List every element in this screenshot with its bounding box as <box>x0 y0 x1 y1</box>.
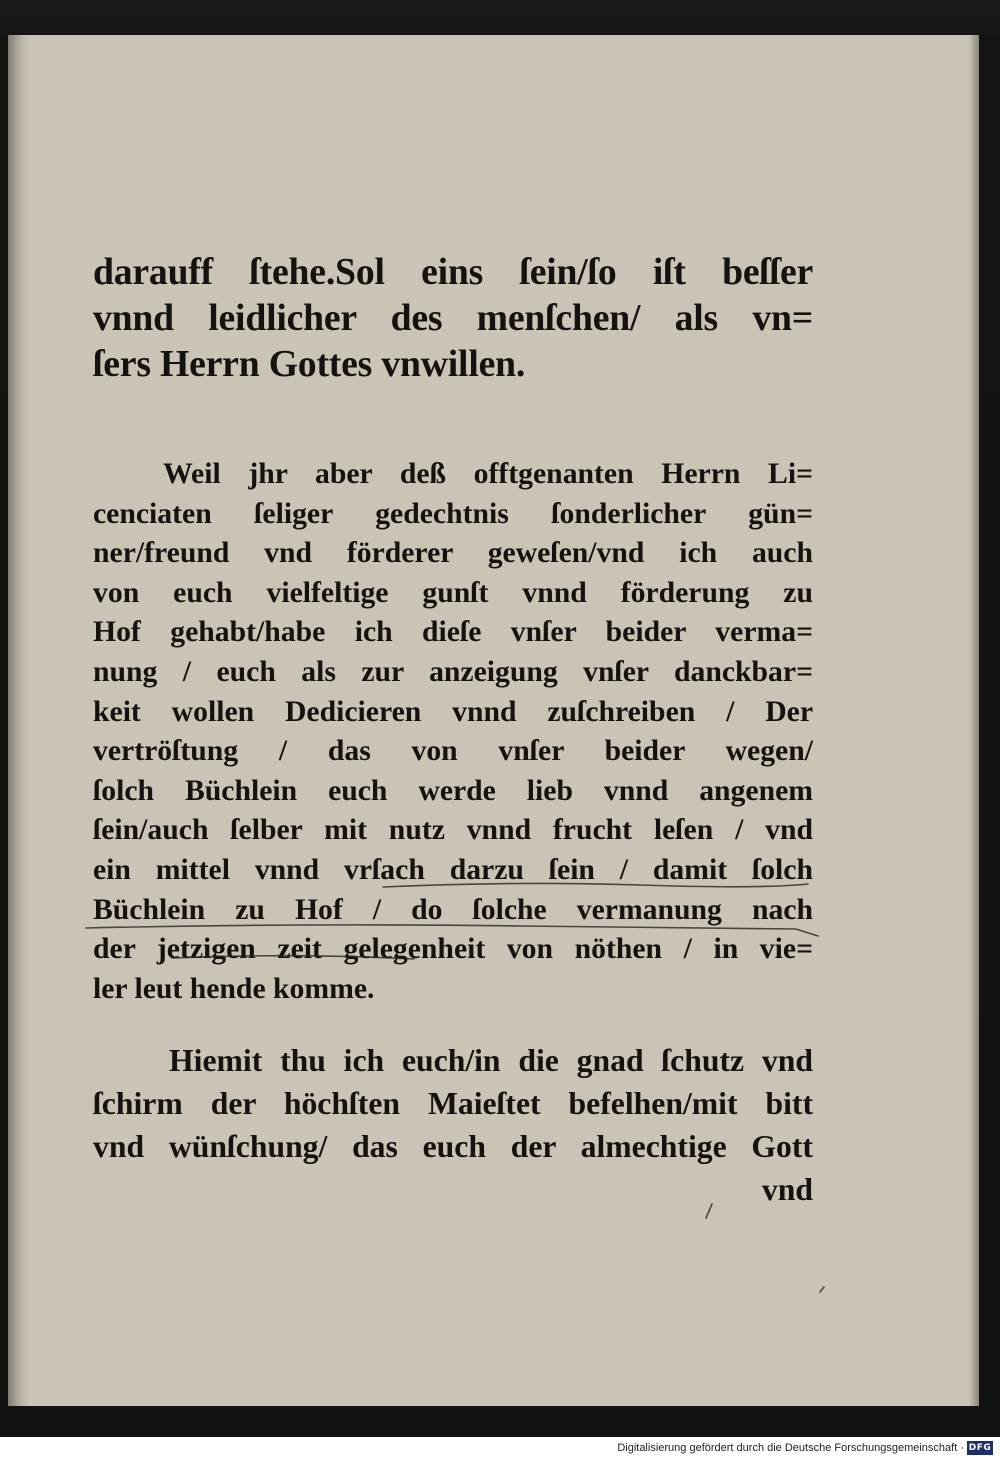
text-line: ſchirm der höchſten Maieſtet befelhen/mit bitt <box>93 1086 813 1121</box>
text-line: von euch vielfeltige gunſt vnnd förderung zu <box>93 576 813 609</box>
funding-notice: Digitalisierung gefördert durch die Deutsche Forschungsgemeinschaft · <box>617 1442 964 1454</box>
text-line: cenciaten ſeliger gedechtnis ſonderlicher gün= <box>93 497 813 530</box>
text-line: ler leut hende komme. <box>93 972 375 1005</box>
text-line: vertröſtung / das von vnſer beider wegen/ <box>93 735 813 768</box>
text-line: ſolch Büchlein euch werde lieb vnnd angenem <box>93 774 813 807</box>
book-page <box>8 35 979 1406</box>
dfg-logo: DFG <box>968 1443 992 1453</box>
paragraph <box>93 1039 813 1211</box>
text-line: darauff ſtehe.Sol eins ſein/ſo iſt beſſer <box>93 251 813 293</box>
text-line: ner/freund vnd förderer geweſen/vnd ich auch <box>93 537 813 570</box>
text-line: Hof gehabt/habe ich dieſe vnſer beider verma= <box>93 616 813 649</box>
text-line: Hiemit thu ich euch/in die gnad ſchutz vnd <box>169 1043 813 1078</box>
footer-bar <box>0 1437 1000 1459</box>
text-line: der jetzigen zeit gelegenheit von nöthen / in vie= <box>93 933 813 966</box>
text-line: Weil jhr aber deß offtgenanten Herrn Li= <box>163 458 813 490</box>
text-line: vnd wünſchung/ das euch der almechtige Gott <box>93 1129 813 1164</box>
paragraph <box>93 455 813 1009</box>
text-line: Büchlein zu Hof / do ſolche vermanung nach <box>93 893 813 926</box>
paragraph <box>93 249 813 387</box>
text-line: ſers Herrn Gottes vnwillen. <box>93 343 526 385</box>
text-line: nung / euch als zur anzeigung vnſer danckbar= <box>93 655 813 688</box>
catchword: vnd <box>761 1172 813 1207</box>
text-line: ſein/auch ſelber mit nutz vnnd frucht leſen / vnd <box>93 814 813 847</box>
text-line: keit wollen Dedicieren vnnd zuſchreiben / Der <box>93 695 813 728</box>
text-line: ein mittel vnnd vrſach darzu ſein / damit ſolch <box>93 853 813 886</box>
text-line: vnnd leidlicher des menſchen/ als vn= <box>93 297 813 339</box>
